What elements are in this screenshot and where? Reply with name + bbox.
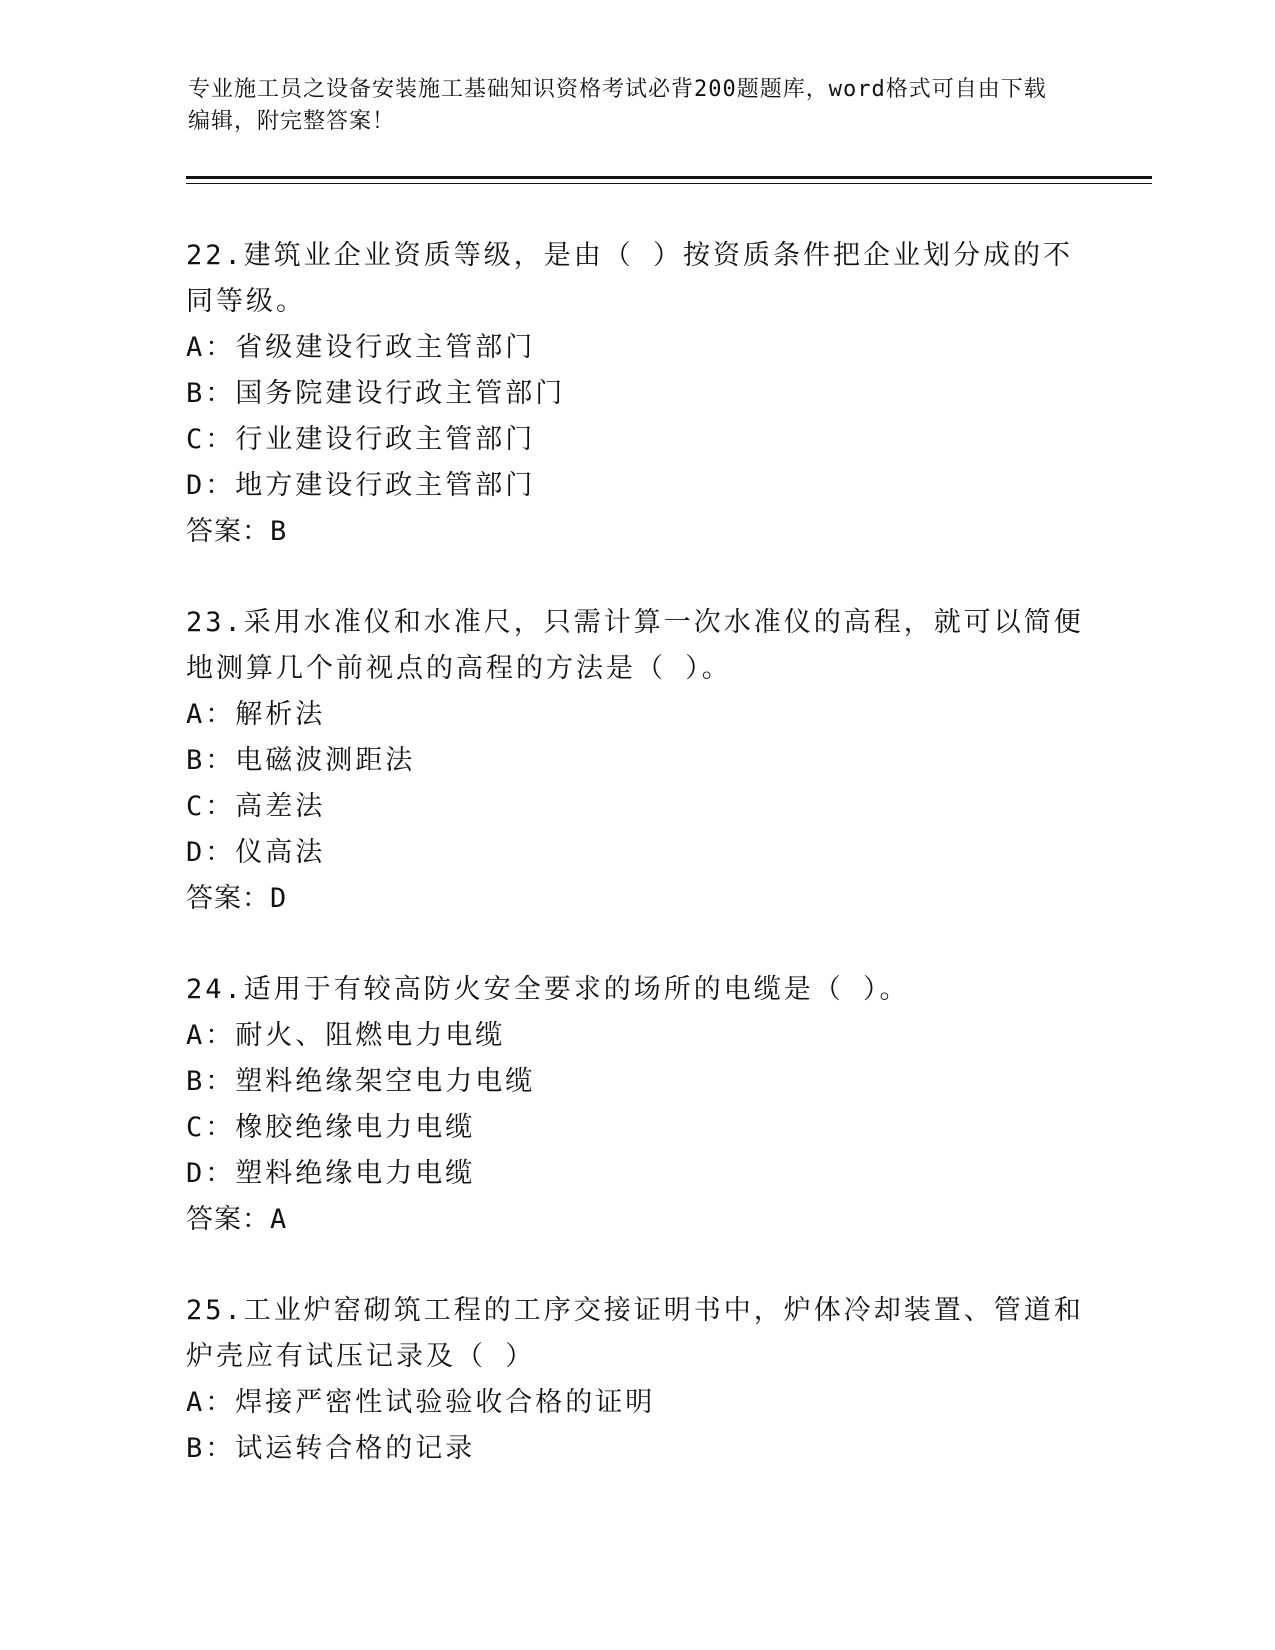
question-list [186, 233, 1086, 1517]
answer-line: 答案：A [186, 1204, 288, 1235]
question-23 [186, 600, 1086, 922]
header-divider-thin [186, 183, 1152, 184]
question-22 [186, 233, 1086, 555]
question-stem: 23.采用水准仪和水准尺，只需计算一次水准仪的高程，就可以简便地测算几个前视点的高程的方法是（ ）。 [186, 607, 1084, 684]
option-b: B：塑料绝缘架空电力电缆 [186, 1066, 536, 1097]
question-stem: 22.建筑业企业资质等级，是由（ ）按资质条件把企业划分成的不同等级。 [186, 240, 1074, 317]
answer-line: 答案：D [186, 883, 288, 914]
option-b: B：电磁波测距法 [186, 745, 416, 776]
option-a: A：焊接严密性试验验收合格的证明 [186, 1387, 656, 1418]
header-divider-thick [186, 176, 1152, 179]
option-c: C：高差法 [186, 791, 326, 822]
option-a: A：耐火、阻燃电力电缆 [186, 1020, 506, 1051]
option-c: C：行业建设行政主管部门 [186, 424, 536, 455]
option-c: C：橡胶绝缘电力电缆 [186, 1112, 476, 1143]
question-stem: 25.工业炉窑砌筑工程的工序交接证明书中，炉体冷却装置、管道和炉壳应有试压记录及（ ） [186, 1295, 1084, 1372]
option-a: A：省级建设行政主管部门 [186, 332, 536, 363]
page-header: 专业施工员之设备安装施工基础知识资格考试必背200题题库，word格式可自由下载编辑，附完整答案！ [188, 77, 1047, 134]
answer-line: 答案：B [186, 516, 288, 547]
option-d: D：塑料绝缘电力电缆 [186, 1158, 476, 1189]
option-d: D：地方建设行政主管部门 [186, 470, 536, 501]
option-a: A：解析法 [186, 699, 326, 730]
question-stem: 24.适用于有较高防火安全要求的场所的电缆是（ ）。 [186, 974, 910, 1005]
option-b: B：国务院建设行政主管部门 [186, 378, 566, 409]
question-25 [186, 1288, 1086, 1472]
question-24 [186, 967, 1086, 1243]
option-b: B：试运转合格的记录 [186, 1433, 476, 1464]
option-d: D：仪高法 [186, 837, 326, 868]
